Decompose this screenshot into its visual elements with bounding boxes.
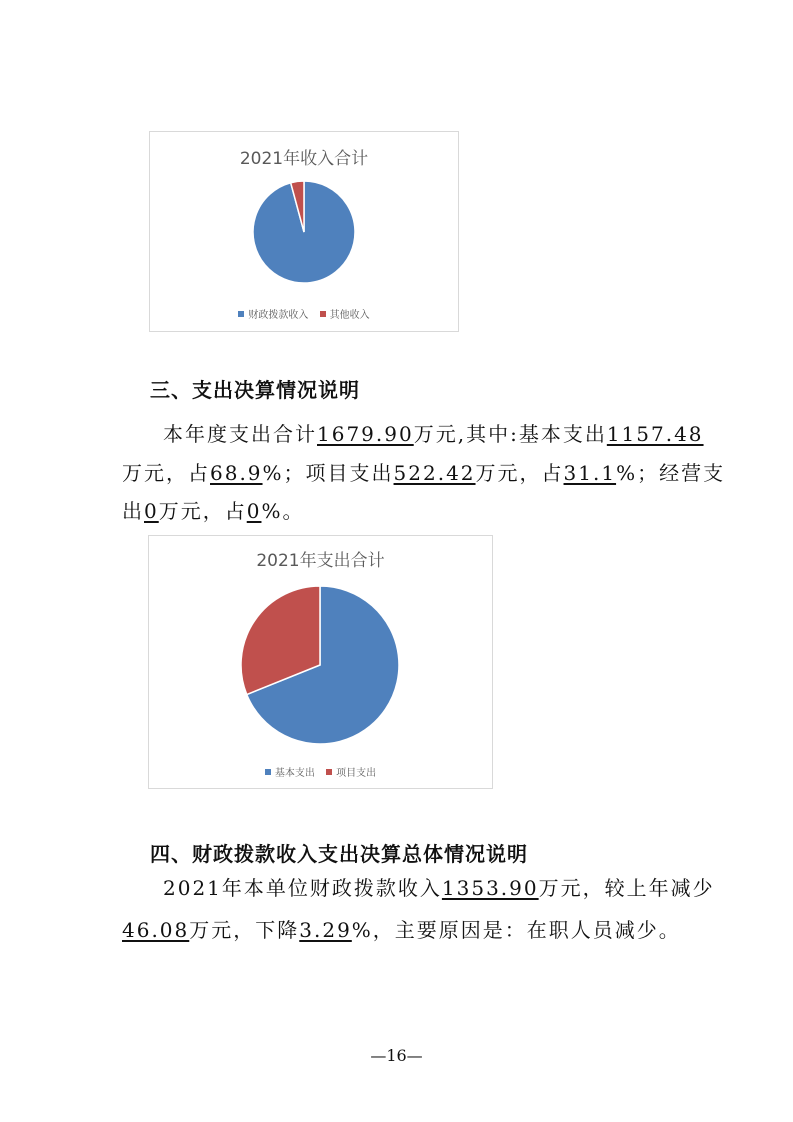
text: %；项目支出 bbox=[262, 461, 394, 485]
text: 2021年本单位财政拨款收入 bbox=[163, 876, 442, 900]
income-pie-chart bbox=[149, 131, 459, 332]
paragraph-line bbox=[163, 418, 704, 447]
pie-plot bbox=[149, 536, 492, 788]
legend-item bbox=[238, 306, 308, 321]
chart-title: 2021年收入合计 bbox=[239, 149, 369, 169]
legend-item bbox=[326, 764, 376, 779]
page-number: —16— bbox=[370, 1046, 423, 1065]
basic-expense-value: 1157.48 bbox=[606, 422, 704, 446]
chart-legend bbox=[149, 764, 492, 779]
legend-swatch bbox=[320, 311, 326, 317]
text: 万元，下降 bbox=[189, 918, 300, 942]
paragraph-line bbox=[122, 914, 681, 943]
text: 万元，占 bbox=[475, 461, 564, 485]
text: %，主要原因是：在职人员减少。 bbox=[351, 918, 681, 942]
operating-pct-value: 0 bbox=[246, 499, 262, 523]
expense-pie-chart bbox=[148, 535, 493, 789]
legend-swatch bbox=[326, 769, 332, 775]
text: 万元，占 bbox=[158, 499, 247, 523]
fiscal-income-value: 1353.90 bbox=[441, 876, 539, 900]
legend-label: 其他收入 bbox=[329, 310, 370, 321]
text: 万元，占 bbox=[122, 461, 210, 485]
paragraph-line bbox=[122, 457, 725, 486]
basic-pct-value: 68.9 bbox=[210, 461, 263, 485]
decrease-value: 46.08 bbox=[122, 918, 190, 942]
project-expense-value: 522.42 bbox=[393, 461, 476, 485]
operating-expense-value: 0 bbox=[144, 499, 159, 523]
decrease-pct-value: 3.29 bbox=[299, 918, 352, 942]
text: 万元，较上年减少 bbox=[538, 876, 715, 900]
legend-label: 基本支出 bbox=[274, 768, 315, 779]
legend-label: 财政拨款收入 bbox=[248, 310, 309, 321]
legend-swatch bbox=[238, 311, 244, 317]
legend-label: 项目支出 bbox=[336, 768, 377, 779]
pie-plot bbox=[150, 132, 458, 331]
paragraph-line bbox=[122, 495, 304, 524]
text: 万元,其中:基本支出 bbox=[413, 422, 607, 446]
legend-swatch bbox=[265, 769, 271, 775]
total-expense-value: 1679.90 bbox=[317, 422, 414, 446]
paragraph-line bbox=[163, 872, 715, 901]
text: 本年度支出合计 bbox=[163, 422, 317, 446]
text: %。 bbox=[261, 499, 305, 523]
section-heading: 三、支出决算情况说明 bbox=[150, 378, 360, 402]
text: 出 bbox=[122, 499, 144, 523]
text: %；经营支 bbox=[616, 461, 726, 485]
chart-legend bbox=[150, 306, 458, 321]
legend-item bbox=[320, 306, 370, 321]
chart-title: 2021年支出合计 bbox=[256, 551, 385, 571]
section-heading: 四、财政拨款收入支出决算总体情况说明 bbox=[150, 842, 528, 866]
legend-item bbox=[265, 764, 315, 779]
project-pct-value: 31.1 bbox=[563, 461, 617, 485]
